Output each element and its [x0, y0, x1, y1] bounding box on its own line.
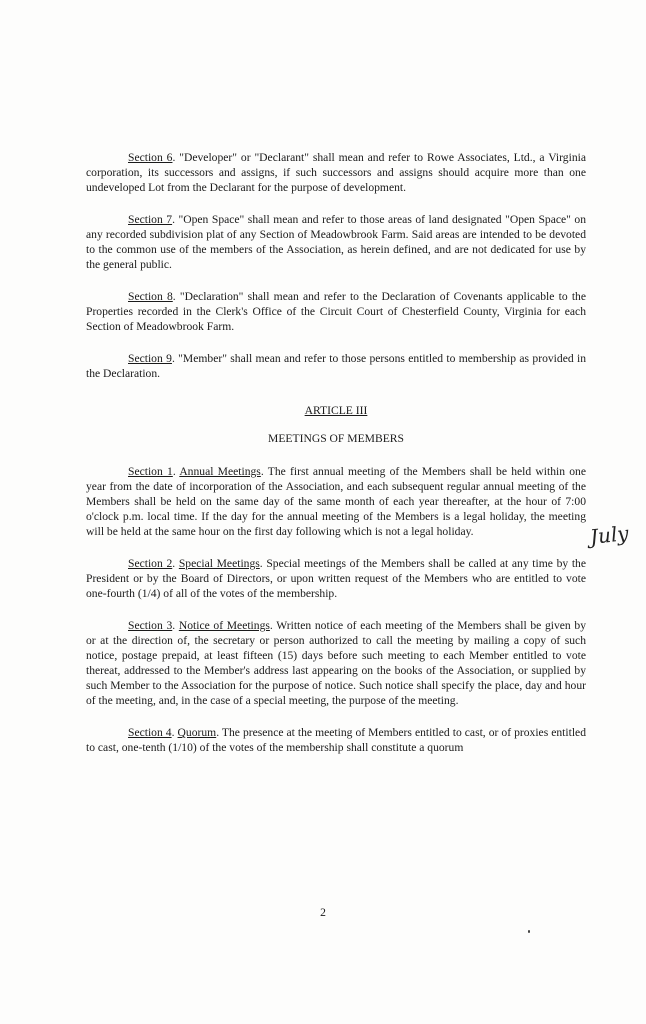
paragraph-notice-of-meetings: Section 3. Notice of Meetings. Written notice of each meeting of the Members shall be given by or at the direction of, the secretary or person authorized to call the meeting by mailing a copy of such notice, postage prepaid, at least fifteen (15) days before such meeting to each Member entitled to vote thereat, addressed to the Member's address last appearing on the books of the Association, or supplied by such Member to the Association for the purpose of notice. Such notice shall specify the place, day and hour of the meeting, and, in the case of a special meeting, the purpose of the meeting.	[86, 619, 586, 707]
section-title: Notice of Meetings	[178, 619, 270, 632]
article-heading: ARTICLE III	[304, 404, 368, 417]
paragraph-special-meetings: Section 2. Special Meetings. Special meetings of the Members shall be called at any time by the President or by the Board of Directors, or upon written request of the Members who are entitled to vote one-fourth (1/4) of all of the votes of the membership.	[86, 557, 587, 600]
paragraph-section-6	[86, 150, 586, 195]
paragraph-text: . Special meetings of the Members shall be called at any time by the President or by the Board of Directors, or upon written request of the Members who are entitled to vote one-fourth (1/4) of all of the votes of the membership.	[86, 557, 587, 600]
section-label: Section 1	[128, 465, 173, 478]
section-label: Section 8	[128, 290, 173, 303]
section-title: Annual Meetings	[179, 465, 261, 478]
paragraph-section-9	[86, 351, 586, 381]
paragraph-text: . Written notice of each meeting of the Members shall be given by or at the direction of, the secretary or person authorized to call the meeting by mailing a copy of such notice, postage prepaid, at least fifteen (15) days before such meeting to each Member entitled to vote thereat, addressed to the Member's address last appearing on the books of the Association, or supplied by such Member to the Association for the purpose of notice. Such notice shall specify the place, day and hour of the meeting, and, in the case of a special meeting, the purpose of the meeting.	[86, 619, 586, 707]
paragraph-text: . "Declaration" shall mean and refer to the Declaration of Covenants applicable to the Properties recorded in the Clerk's Office of the Circuit Court of Chesterfield County, Virginia for each Section of Meadowbrook Farm.	[86, 290, 586, 333]
paragraph-section-7	[86, 212, 586, 272]
section-title: Special Meetings	[178, 557, 260, 570]
paragraph-text: . The presence at the meeting of Members entitled to cast, or of proxies entitled to cast, one-tenth (1/10) of the votes of the membership shall constitute a quorum	[86, 726, 587, 754]
section-title: Quorum	[177, 726, 217, 739]
paragraph-text: . "Open Space" shall mean and refer to those areas of land designated "Open Space" on any recorded subdivision plat of any Section of Meadowbrook Farm. Said areas are intended to be devoted to the common use of the members of the Association, as herein defined, and are not dedicated for use by the general public.	[86, 213, 586, 271]
paragraph-text: . The first annual meeting of the Members shall be held within one year from the date of incorporation of the Association, and each subsequent regular annual meeting of the Members shall be held on the same day of the same month of each year thereafter, at the hour of 7:00 o'clock p.m. local time. If the day for the annual meeting of the Members is a legal holiday, the meeting will be held at the same hour on the first day following which is not a legal holiday.	[86, 465, 586, 538]
scan-speck	[528, 930, 530, 933]
handwritten-margin-note: July	[588, 521, 630, 549]
paragraph-text: . "Member" shall mean and refer to those persons entitled to membership as provided in the Declaration.	[86, 352, 587, 380]
document-body	[86, 150, 586, 772]
page-number: 2	[320, 906, 326, 919]
section-label: Section 2	[128, 557, 173, 570]
article-title: MEETINGS OF MEMBERS	[268, 432, 404, 445]
section-label: Section 7	[128, 213, 173, 226]
section-label: Section 3	[128, 619, 173, 632]
section-label: Section 4	[128, 726, 172, 739]
paragraph-section-8	[86, 289, 586, 334]
section-label: Section 9	[128, 352, 172, 365]
paragraph-annual-meetings: Section 1. Annual Meetings. The first annual meeting of the Members shall be held within one year from the date of incorporation of the Association, and each subsequent regular annual meeting of the Members shall be held on the same day of the same month of each year thereafter, at the hour of 7:00 o'clock p.m. local time. If the day for the annual meeting of the Members is a legal holiday, the meeting will be held at the same hour on the first day following which is not a legal holiday.	[86, 465, 586, 538]
paragraph-text: . "Developer" or "Declarant" shall mean and refer to Rowe Associates, Ltd., a Virginia corporation, its successors and assigns, if such successors and assigns should acquire more than one undeveloped Lot from the Declarant for the purpose of development.	[86, 151, 586, 194]
section-label: Section 6	[128, 151, 173, 164]
paragraph-quorum: Section 4. Quorum. The presence at the meeting of Members entitled to cast, or of proxies entitled to cast, one-tenth (1/10) of the votes of the membership shall constitute a quorum	[86, 726, 587, 754]
